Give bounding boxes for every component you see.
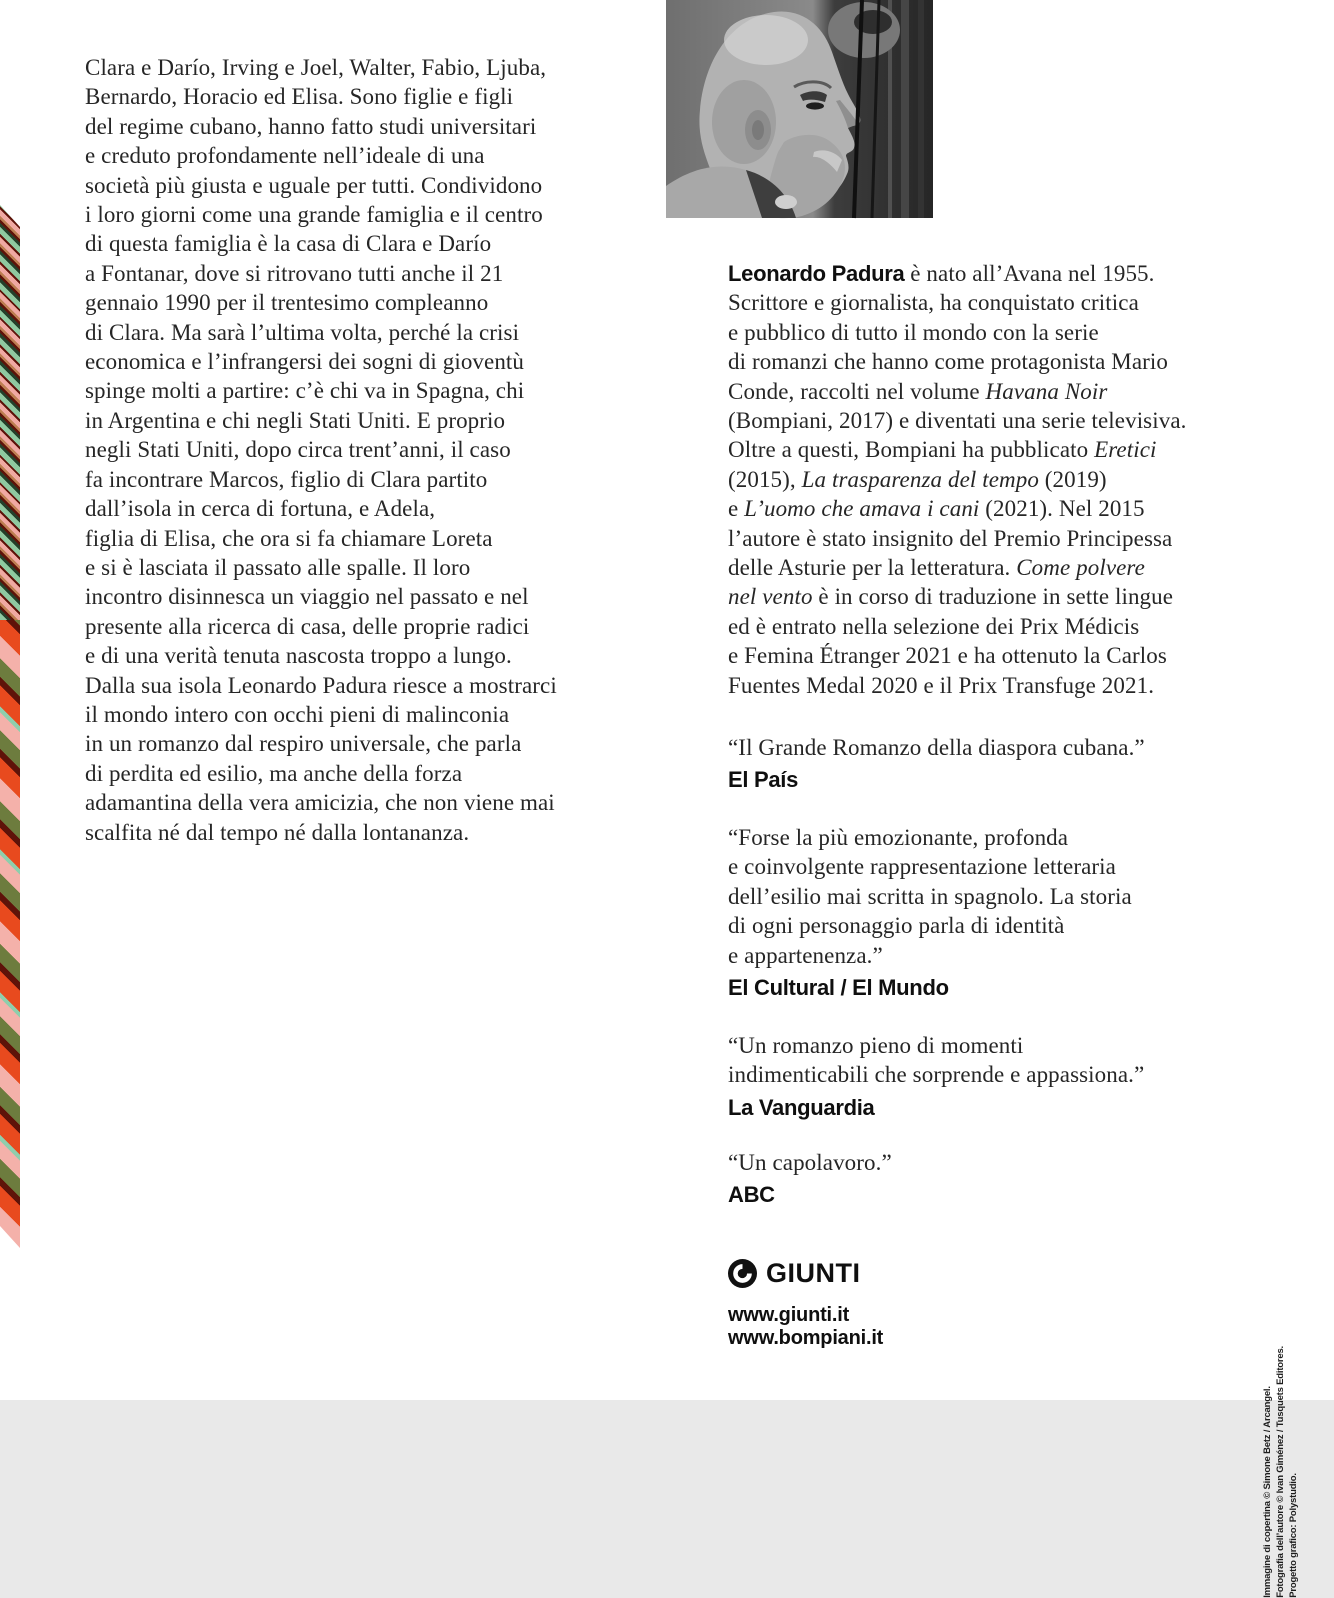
credit-author-photo: Fotografia dell’autore © Ivan Giménez / Tusquets Editores.: [1275, 1346, 1286, 1598]
text-line: adamantina della vera amicizia, che non viene mai: [85, 790, 555, 816]
text-line: e L’uomo che amava i cani (2021). Nel 2015: [728, 496, 1145, 522]
text-line: spinge molti a partire: c’è chi va in Spagna, chi: [85, 378, 525, 404]
text-line: (2015), La trasparenza del tempo (2019): [728, 466, 1107, 492]
credit-cover-image: Immagine di copertina © Simone Betz / Arcangel.: [1262, 1386, 1273, 1598]
text-line: incontro disinnesca un viaggio nel passato e nel: [85, 584, 529, 610]
stripe-fine-section: [0, 205, 20, 620]
publisher-websites: [728, 1304, 883, 1350]
text-line: i loro giorni come una grande famiglia e il centro: [85, 202, 543, 228]
text-line: fa incontrare Marcos, figlio di Clara partito: [85, 466, 488, 492]
text-line: e creduto profondamente nell’ideale di una: [85, 143, 485, 169]
text-line: “Il Grande Romanzo della diaspora cubana.”: [728, 735, 1145, 760]
text-line: gennaio 1990 per il trentesimo compleanno: [85, 290, 489, 316]
author-photo-illustration: [666, 0, 933, 218]
press-quote-la-vanguardia: [728, 1031, 1144, 1123]
text-line: Scrittore e giornalista, ha conquistato critica: [728, 290, 1139, 316]
text-line: economica e l’infrangersi dei sogni di gioventù: [85, 349, 525, 375]
text-line: di questa famiglia è la casa di Clara e Darío: [85, 231, 492, 257]
text-line: e pubblico di tutto il mondo con la serie: [728, 319, 1099, 345]
publisher-name: GIUNTI: [766, 1258, 861, 1288]
text-line: Clara e Darío, Irving e Joel, Walter, Fabio, Ljuba,: [85, 55, 547, 80]
website-giunti: www.giunti.it: [728, 1304, 850, 1326]
text-line: presente alla ricerca di casa, delle proprie radici: [85, 613, 530, 639]
press-quote-el-cultural: [728, 823, 1132, 1003]
text-line: “Un romanzo pieno di momenti: [728, 1033, 1024, 1058]
text-line: negli Stati Uniti, dopo circa trent’anni, il caso: [85, 437, 511, 463]
credit-graphic-design: Progetto grafico: Polystudio.: [1288, 1473, 1299, 1598]
stripe-wide-section: [0, 620, 20, 1248]
text-line: indimenticabili che sorprende e appassiona.”: [728, 1062, 1145, 1088]
text-line: dell’esilio mai scritta in spagnolo. La storia: [728, 883, 1132, 909]
text-line: e si è lasciata il passato alle spalle. Il loro: [85, 554, 471, 580]
text-line: Oltre a questi, Bompiani ha pubblicato Eretici: [728, 437, 1157, 463]
text-line: e appartenenza.”: [728, 942, 883, 968]
text-line: figlia di Elisa, che ora si fa chiamare Loreta: [85, 525, 493, 551]
giunti-logo-icon: [728, 1259, 757, 1288]
text-line: di ogni personaggio parla di identità: [728, 913, 1065, 939]
text-line: in un romanzo dal respiro universale, che parla: [85, 731, 522, 757]
quote-text: [728, 823, 1132, 970]
text-line: del regime cubano, hanno fatto studi universitari: [85, 113, 537, 139]
text-line: “Forse la più emozionante, profonda: [728, 825, 1069, 850]
website-bompiani: www.bompiani.it: [728, 1327, 884, 1349]
author-photo: [666, 0, 933, 218]
text-line: di Clara. Ma sarà l’ultima volta, perché la crisi: [85, 319, 520, 345]
text-line: e Femina Étranger 2021 e ha ottenuto la Carlos: [728, 643, 1167, 669]
text-line: Conde, raccolti nel volume Havana Noir: [728, 378, 1108, 404]
text-line: (Bompiani, 2017) e diventati una serie televisiva.: [728, 408, 1187, 434]
text-line: di romanzi che hanno come protagonista Mario: [728, 349, 1168, 375]
quote-source: El País: [728, 767, 799, 793]
text-line: Bernardo, Horacio ed Elisa. Sono figlie e figli: [85, 84, 514, 110]
text-line: l’autore è stato insignito del Premio Principessa: [728, 525, 1173, 551]
quote-source: ABC: [728, 1182, 775, 1208]
press-quote-abc: [728, 1148, 892, 1210]
text-line: nel vento è in corso di traduzione in sette lingue: [728, 584, 1174, 610]
quote-text: [728, 733, 1145, 762]
text-line: ed è entrato nella selezione dei Prix Médicis: [728, 613, 1140, 639]
text-line: Fuentes Medal 2020 e il Prix Transfuge 2021.: [728, 672, 1155, 698]
text-line: Dalla sua isola Leonardo Padura riesce a mostrarci: [85, 672, 557, 698]
text-line: Leonardo Padura è nato all’Avana nel 1955.: [728, 261, 1155, 286]
quote-source: El Cultural / El Mundo: [728, 975, 949, 1001]
press-quote-el-pais: [728, 733, 1145, 795]
text-line: “Un capolavoro.”: [728, 1150, 892, 1175]
text-line: e coinvolgente rappresentazione letteraria: [728, 854, 1116, 880]
text-line: di perdita ed esilio, ma anche della forza: [85, 760, 463, 786]
text-line: e di una verità tenuta nascosta troppo a lungo.: [85, 643, 512, 669]
cover-stripe-pattern: [0, 205, 20, 1248]
text-line: a Fontanar, dove si ritrovano tutti anche il 21: [85, 260, 504, 286]
quote-text: [728, 1031, 1144, 1090]
giunti-logo: [728, 1258, 883, 1289]
quote-source: La Vanguardia: [728, 1094, 875, 1120]
author-bio: [728, 259, 1187, 700]
text-line: il mondo intero con occhi pieni di malinconia: [85, 701, 510, 727]
text-line: dall’isola in cerca di fortuna, e Adela,: [85, 496, 436, 522]
text-line: società più giusta e uguale per tutti. Condividono: [85, 172, 543, 198]
text-line: in Argentina e chi negli Stati Uniti. E proprio: [85, 407, 506, 433]
text-line: delle Asturie per la letteratura. Come polvere: [728, 555, 1145, 581]
credits-vertical-text: [1261, 1346, 1300, 1598]
synopsis-text: [85, 53, 557, 847]
text-line: scalfita né dal tempo né dalla lontananza.: [85, 819, 470, 845]
publisher-block: [728, 1258, 883, 1350]
quote-text: [728, 1148, 892, 1177]
